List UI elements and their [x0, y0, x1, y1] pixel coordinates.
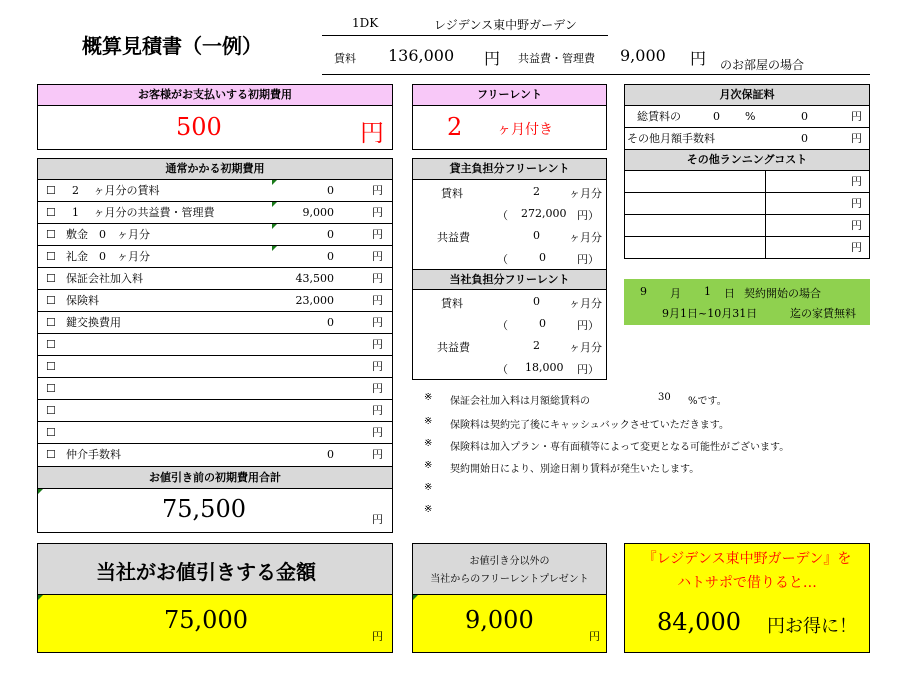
present-unit: 円	[589, 630, 600, 643]
savings-line-1: 『レジデンス東中野ガーデン』を	[642, 551, 852, 567]
customer-initial-cost	[37, 84, 393, 150]
row-label: 2 ヶ月分の賃料	[72, 184, 160, 197]
contract-start-box: 9 月 1 日 契約開始の場合 9月1日~10月31日 迄の家賃無料	[624, 279, 870, 325]
checkbox[interactable]: ☐	[46, 250, 56, 263]
guarantee-row: その他月額手数料 0 円	[627, 132, 862, 145]
monthly-guarantee-box	[624, 84, 870, 150]
initial-cost-row	[38, 312, 392, 334]
row-label: 鍵交換費用	[66, 316, 121, 329]
common-value: 9,000	[620, 46, 666, 65]
row-unit: 円	[372, 448, 383, 461]
present-heading-1: お値引き分以外の	[469, 556, 550, 567]
initial-cost-row	[38, 378, 392, 400]
row-unit: 円	[372, 228, 383, 241]
normal-initial-heading: 通常かかる初期費用	[38, 159, 392, 180]
discount-box	[37, 543, 393, 653]
common-label: 共益費・管理費	[518, 52, 595, 65]
present-heading-2: 当社からのフリーレントプレゼント	[430, 574, 589, 585]
landlord-free-heading: 貸主負担分フリーレント	[413, 159, 606, 180]
checkbox[interactable]: ☐	[46, 338, 56, 351]
normal-initial-cost-box	[37, 158, 393, 533]
row-unit: 円	[372, 426, 383, 439]
initial-cost-row	[38, 268, 392, 290]
rent-yen: 円	[484, 49, 501, 68]
building-name: レジデンス東中野ガーデン	[434, 18, 577, 32]
guarantee-row: 総賃料の 0 % 0 円	[625, 106, 869, 128]
row-unit: 円	[372, 294, 383, 307]
row-value: 43,500	[295, 272, 334, 285]
initial-cost-row	[38, 444, 392, 466]
row-label: 保証会社加入料	[66, 272, 143, 285]
row-label: 1 ヶ月分の共益費・管理費	[72, 206, 215, 219]
discount-unit: 円	[372, 630, 383, 643]
initial-cost-row	[38, 246, 392, 268]
checkbox[interactable]: ☐	[46, 228, 56, 241]
total-heading: お値引き前の初期費用合計	[38, 466, 392, 489]
total-value: 75,500	[162, 495, 246, 523]
row-unit: 円	[372, 250, 383, 263]
company-free-heading: 当社負担分フリーレント	[413, 269, 606, 290]
free-rent-suffix: ヶ月付き	[497, 122, 553, 138]
running-cost-row: 円	[625, 193, 869, 215]
free-rent-months: 2	[447, 113, 463, 141]
row-label: 敷金 0 ヶ月分	[66, 228, 150, 241]
row-value: 0	[327, 448, 334, 461]
row-value: 0	[327, 184, 334, 197]
row-label: 仲介手数料	[66, 448, 121, 461]
savings-value: 84,000	[657, 608, 741, 636]
header-suffix: のお部屋の場合	[720, 58, 805, 72]
row-unit: 円	[372, 206, 383, 219]
checkbox[interactable]: ☐	[46, 404, 56, 417]
discount-value: 75,000	[164, 606, 248, 634]
present-box	[412, 543, 607, 653]
checkbox[interactable]: ☐	[46, 426, 56, 439]
savings-suffix: 円お得に！	[767, 616, 857, 637]
initial-cost-row	[38, 180, 392, 202]
checkbox[interactable]: ☐	[46, 272, 56, 285]
row-unit: 円	[372, 404, 383, 417]
row-value: 0	[327, 316, 334, 329]
row-unit: 円	[372, 338, 383, 351]
initial-cost-row	[38, 400, 392, 422]
row-label: 保険料	[66, 294, 99, 307]
initial-cost-row	[38, 290, 392, 312]
initial-cost-row	[38, 202, 392, 224]
row-value: 0	[327, 250, 334, 263]
room-type: 1DK	[352, 16, 379, 30]
row-value: 0	[327, 228, 334, 241]
header-property-info	[322, 10, 870, 76]
row-value: 9,000	[302, 206, 334, 219]
present-value: 9,000	[465, 606, 534, 634]
monthly-guarantee-heading: 月次保証料	[625, 85, 869, 106]
total-unit: 円	[372, 513, 383, 526]
customer-initial-amount: 500	[176, 113, 222, 141]
running-cost-row: 円	[625, 171, 869, 193]
checkbox[interactable]: ☐	[46, 294, 56, 307]
initial-cost-row	[38, 224, 392, 246]
savings-box	[624, 543, 870, 653]
row-unit: 円	[372, 382, 383, 395]
row-unit: 円	[372, 360, 383, 373]
checkbox[interactable]: ☐	[46, 184, 56, 197]
checkbox[interactable]: ☐	[46, 206, 56, 219]
discount-heading: 当社がお値引きする金額	[96, 560, 316, 584]
running-cost-box	[624, 149, 870, 259]
common-yen: 円	[690, 49, 707, 68]
landlord-free-rent-box: 貸主負担分フリーレント 賃料 2 ヶ月分 （ 272,000 円） 共益費 0 ヶ月分 （ 0 円） 当社負担分フリーレント 賃料 0 ヶ月分 （ 0 円） 共益費 2 ヶ月分 （ 18,000 円）	[412, 158, 607, 380]
initial-cost-row	[38, 356, 392, 378]
savings-line-2: ハトサポで借りると…	[677, 575, 817, 591]
free-rent-box	[412, 84, 607, 150]
row-unit: 円	[372, 272, 383, 285]
row-unit: 円	[372, 184, 383, 197]
checkbox[interactable]: ☐	[46, 360, 56, 373]
customer-initial-unit: 円	[360, 119, 384, 147]
checkbox[interactable]: ☐	[46, 316, 56, 329]
free-rent-heading: フリーレント	[413, 85, 606, 106]
total-heading-wrap	[38, 466, 392, 489]
row-label: 礼金 0 ヶ月分	[66, 250, 150, 263]
rent-value: 136,000	[388, 46, 455, 65]
customer-initial-heading: お客様がお支払いする初期費用	[38, 85, 392, 106]
rent-label: 賃料	[334, 52, 356, 65]
initial-cost-row	[38, 422, 392, 444]
row-unit: 円	[372, 316, 383, 329]
checkbox[interactable]: ☐	[46, 448, 56, 461]
running-cost-heading: その他ランニングコスト	[625, 150, 869, 170]
notes: ※ 保証会社加入料は月額総賃料の 30 %です。 ※ 保険料は契約完了後にキャッシュバックさせていただきます。 ※ 保険料は加入プラン・専有面積等によって変更となる可能性がございます。 ※ 契約開始日により、別途日割り賃料が発生いたします。 ※ ※	[424, 392, 790, 515]
row-value: 23,000	[295, 294, 334, 307]
initial-cost-row	[38, 334, 392, 356]
running-cost-row: 円	[851, 241, 862, 254]
running-cost-row: 円	[625, 215, 869, 237]
checkbox[interactable]: ☐	[46, 382, 56, 395]
page-title: 概算見積書（一例）	[82, 34, 262, 58]
